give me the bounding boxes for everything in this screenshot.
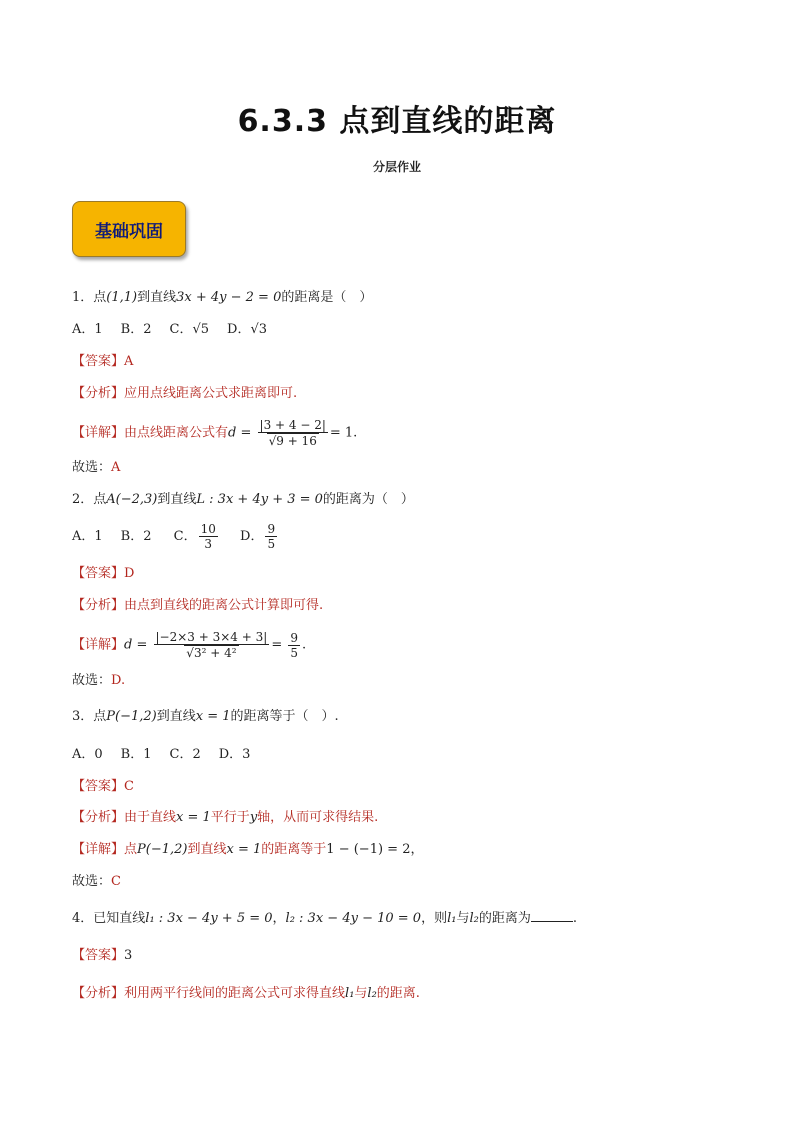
q2-options: A．1 B．2 C． $\frac{10}{3}$ D． $\frac{9}{5}$	[72, 522, 276, 551]
q3-detail: 【详解】点P(−1,2)到直线x = 1的距离等于1 − (−1) = 2，	[72, 842, 424, 857]
q2-chosen: 故选：D.	[72, 673, 126, 688]
q1-answer: 【答案】A	[72, 354, 134, 369]
q1-detail: 【详解】由点线距离公式有d = $\frac{|3 + 4 - 2|}{√9 + 16}$ = 1.	[72, 418, 358, 448]
q4-answer: 【答案】3	[72, 948, 133, 963]
q3-stem: 3．点P(−1,2)到直线x = 1的距离等于（ ）.	[72, 709, 339, 724]
q3-chosen: 故选：C	[72, 874, 121, 889]
q1-chosen: 故选：A	[72, 460, 121, 475]
page-subtitle: 分层作业	[372, 160, 421, 174]
q3-answer: 【答案】C	[72, 779, 134, 794]
q3-options: A．0 B．1 C．2 D．3	[72, 747, 251, 762]
page-title: 6.3.3 点到直线的距离	[237, 104, 557, 139]
q4-analysis: 【分析】利用两平行线间的距离公式可求得直线l₁与l₂的距离.	[72, 986, 420, 1001]
q1-analysis: 【分析】应用点线距离公式求距离即可.	[72, 386, 298, 401]
q2-detail: 【详解】d = $\frac{|-2\times 3 + 3\times 4 + 3|}{\text{√3² + 4²}}$ = $\frac{9}{5}$ .	[72, 630, 307, 660]
answer-blank	[531, 909, 573, 922]
q3-analysis: 【分析】由于直线x = 1平行于y轴，从而可求得结果.	[72, 810, 379, 825]
q1-stem: 1．点(1,1)到直线3x + 4y − 2 = 0的距离是（ ）	[72, 290, 373, 305]
section-badge: 基础巩固	[72, 201, 186, 257]
q4-stem: 4．已知直线l₁ : 3x − 4y + 5 = 0，l₂ : 3x − 4y − 10 = 0，则l₁与l₂的距离为 .	[72, 911, 578, 926]
q2-stem: 2．点A(−2,3)到直线L : 3x + 4y + 3 = 0的距离为（ ）	[72, 492, 414, 507]
q2-answer: 【答案】D	[72, 566, 135, 581]
q1-options: A．1 B．2 C．√5 D．√3	[72, 322, 267, 337]
q2-analysis: 【分析】由点到直线的距离公式计算即可得.	[72, 598, 324, 613]
